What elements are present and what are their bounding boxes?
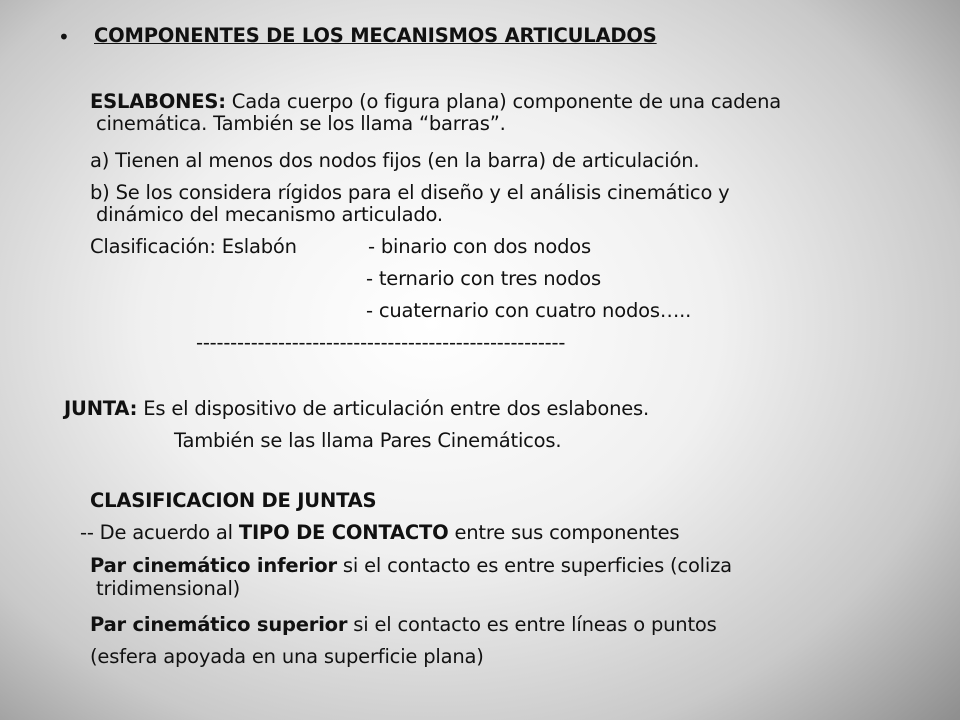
eslabones-text-1: Cada cuerpo (o figura plana) componente de una cadena (225, 90, 781, 113)
par-superior-line-1 (90, 614, 717, 636)
tipo-contacto-suffix: entre sus componentes (448, 521, 680, 544)
par-superior-text-1: si el contacto es entre líneas o puntos (347, 613, 717, 636)
junta-line-1 (64, 398, 649, 420)
eslabones-item-b-line-1: b) Se los considera rígidos para el diseño y el análisis cinemático y (90, 181, 730, 204)
clasificacion-cuaternario: - cuaternario con cuatro nodos….. (366, 299, 692, 322)
eslabones-line-1 (90, 91, 781, 113)
par-superior-line-2: (esfera apoyada en una superficie plana) (90, 645, 484, 668)
par-inferior-line-2: tridimensional) (96, 577, 241, 600)
eslabones-line-2: cinemática. También se los llama “barras”. (96, 112, 506, 135)
par-inferior-bold: Par cinemático inferior (90, 554, 337, 577)
eslabones-label: ESLABONES: (90, 90, 226, 113)
par-inferior-text-1: si el contacto es entre superficies (coliza (336, 554, 732, 577)
junta-line-2: También se las llama Pares Cinemáticos. (174, 429, 562, 452)
tipo-contacto-prefix: -- De acuerdo al (80, 521, 239, 544)
par-inferior-line-1 (90, 555, 732, 577)
par-superior-bold: Par cinemático superior (90, 613, 348, 636)
slide-title: COMPONENTES DE LOS MECANISMOS ARTICULADOS (94, 24, 657, 47)
eslabones-item-a: a) Tienen al menos dos nodos fijos (en la barra) de articulación. (90, 149, 700, 172)
clasificacion-juntas-heading: CLASIFICACION DE JUNTAS (90, 489, 377, 512)
tipo-contacto-line (80, 522, 679, 544)
bullet-icon: • (58, 25, 70, 49)
clasificacion-binario: - binario con dos nodos (368, 235, 591, 258)
junta-label: JUNTA: (64, 397, 138, 420)
clasificacion-label: Clasificación: Eslabón (90, 235, 297, 258)
separator-line: ------------------------------------------------------ (196, 331, 566, 354)
clasificacion-ternario: - ternario con tres nodos (366, 267, 601, 290)
tipo-contacto-bold: TIPO DE CONTACTO (238, 521, 449, 544)
junta-text-1: Es el dispositivo de articulación entre dos eslabones. (137, 397, 649, 420)
eslabones-item-b-line-2: dinámico del mecanismo articulado. (96, 203, 443, 226)
